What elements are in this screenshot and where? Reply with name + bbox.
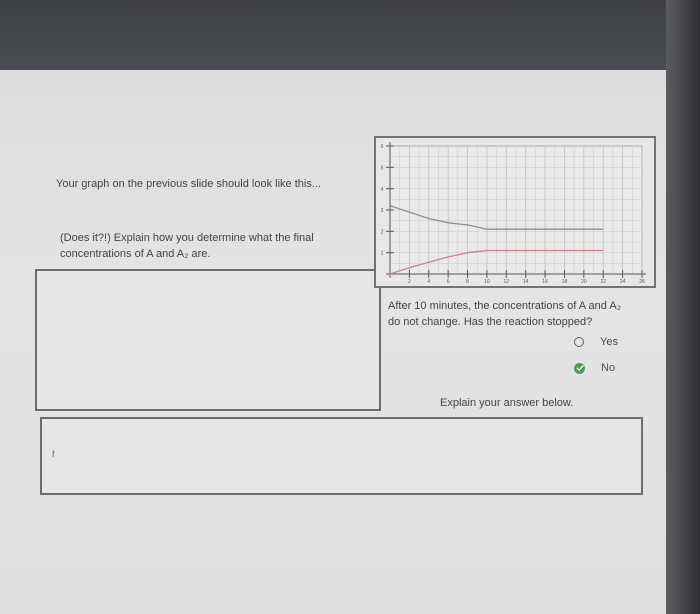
radio-label-no: No	[601, 362, 616, 374]
x-tick-label: 16	[542, 279, 548, 285]
y-tick-label: 2	[380, 229, 384, 236]
slide-page	[0, 70, 666, 614]
x-tick-label: 14	[522, 279, 529, 285]
x-tick-label: 4	[427, 279, 431, 285]
second-box-marker: f	[52, 449, 55, 459]
y-tick-label: 6	[380, 144, 384, 150]
y-tick-label: 1	[380, 250, 384, 257]
x-tick-label: 2	[407, 279, 411, 285]
reaction-question	[388, 298, 621, 330]
explain-answer-box[interactable]	[35, 269, 381, 411]
x-tick-label: 20	[581, 279, 587, 285]
x-tick-label: 24	[619, 279, 626, 285]
checkmark-icon	[576, 364, 584, 372]
y-tick-label: 4	[380, 186, 384, 193]
x-tick-label: 8	[466, 279, 469, 285]
radio-option-no[interactable]	[574, 360, 615, 376]
explain-answer-label: Explain your answer below.	[440, 397, 574, 409]
screen-bezel-right	[666, 0, 700, 614]
radio-unchecked-icon[interactable]	[574, 337, 584, 347]
explain-reaction-answer-box[interactable]	[40, 417, 643, 495]
screen-bezel-top	[0, 0, 700, 80]
x-tick-label: 26	[639, 279, 645, 285]
y-tick-label: 3	[380, 208, 384, 214]
chart-svg	[376, 138, 654, 286]
concentration-chart	[374, 136, 656, 288]
radio-option-yes[interactable]	[574, 334, 618, 350]
radio-checked-icon[interactable]	[574, 363, 585, 374]
y-tick-label: 5	[380, 165, 384, 172]
reaction-question-line-2: do not change. Has the reaction stopped?	[388, 316, 593, 328]
x-tick-label: 10	[484, 279, 490, 285]
explain-prompt-line-1: (Does it?!) Explain how you determine what the final	[60, 232, 314, 244]
explain-prompt-line-2: concentrations of A and A₂ are.	[60, 248, 211, 260]
x-tick-label: 18	[561, 279, 568, 285]
x-tick-label: 22	[600, 279, 607, 285]
radio-label-yes: Yes	[600, 336, 618, 348]
x-tick-label: 12	[503, 279, 510, 285]
slide-heading: Your graph on the previous slide should look like this...	[56, 178, 321, 190]
explain-prompt	[60, 230, 314, 262]
x-tick-label: 6	[446, 279, 450, 285]
reaction-question-line-1: After 10 minutes, the concentrations of A and A₂	[388, 300, 621, 312]
